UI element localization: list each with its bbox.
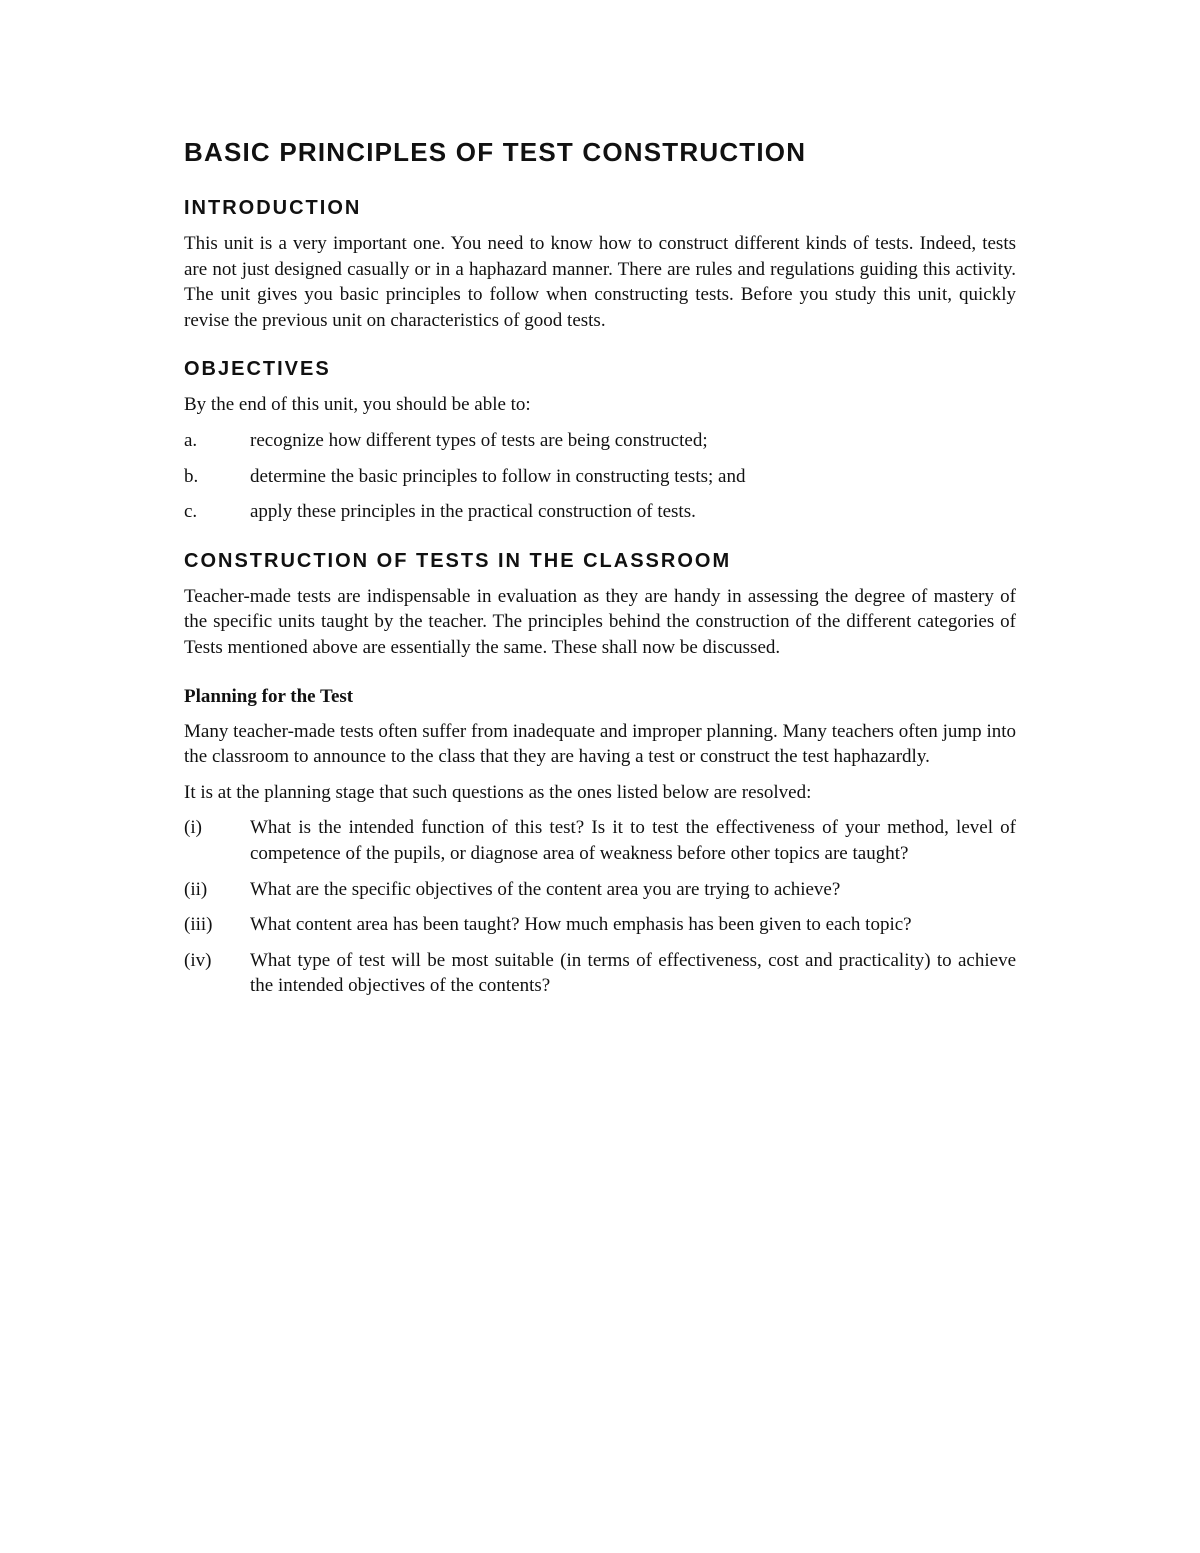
list-item-text: What are the specific objectives of the content area you are trying to achieve? — [250, 878, 841, 900]
list-item-text: determine the basic principles to follow in constructing tests; and — [250, 465, 746, 487]
list-item — [184, 499, 1016, 525]
introduction-heading: INTRODUCTION — [184, 197, 362, 219]
list-item — [184, 428, 1016, 454]
objectives-list — [184, 428, 1016, 525]
document-page — [184, 138, 1016, 1009]
list-item-text: What is the intended function of this test? Is it to test the effectiveness of your method, level of competence of the pupils, or diagnose area of weakness before other topics are taught? — [250, 817, 1016, 864]
list-item-text: apply these principles in the practical construction of tests. — [250, 501, 696, 523]
objectives-heading: OBJECTIVES — [184, 358, 331, 381]
list-marker: (iv) — [184, 949, 212, 971]
list-item — [184, 912, 1016, 938]
list-marker: a. — [184, 429, 198, 451]
list-item-text: recognize how different types of tests are being constructed; — [250, 429, 708, 451]
construction-heading: CONSTRUCTION OF TESTS IN THE CLASSROOM — [184, 549, 732, 572]
planning-heading: Planning for the Test — [184, 685, 354, 707]
construction-paragraph: Teacher-made tests are indispensable in evaluation as they are handy in assessing the degree of mastery of the specific units taught by the teacher. The principles behind the construction of the different categories of Tests mentioned above are essentially the same. These shall now be discussed. — [184, 585, 1016, 658]
introduction-paragraph: This unit is a very important one. You need to know how to construct different kinds of tests. Indeed, tests are not just designed casually or in a haphazard manner. There are rules and regulations guiding this activity. The unit gives you basic principles to follow when constructing tests. Before you study this unit, quickly revise the previous unit on characteristics of good tests. — [184, 233, 1016, 331]
list-item — [184, 948, 1016, 999]
planning-paragraph: Many teacher-made tests often suffer from inadequate and improper planning. Many teachers often jump into the classroom to announce to the class that they are having a test or construct the test haphazardly. — [184, 720, 1016, 768]
list-item — [184, 877, 1016, 903]
list-marker: (i) — [184, 817, 202, 839]
document-title: BASIC PRINCIPLES OF TEST CONSTRUCTION — [184, 137, 807, 167]
list-marker: b. — [184, 465, 199, 487]
planning-questions-list — [184, 815, 1016, 999]
list-marker: c. — [184, 501, 198, 523]
list-marker: (ii) — [184, 878, 208, 900]
list-item-text: What type of test will be most suitable (in terms of effectiveness, cost and practicality) to achieve the intended objectives of the contents? — [250, 949, 1016, 997]
list-item-text: What content area has been taught? How much emphasis has been given to each topic? — [250, 914, 912, 936]
list-item — [184, 464, 1016, 490]
planning-lead: It is at the planning stage that such questions as the ones listed below are resolved: — [184, 781, 812, 803]
list-marker: (iii) — [184, 914, 213, 936]
objectives-lead: By the end of this unit, you should be able to: — [184, 394, 531, 416]
list-item — [184, 815, 1016, 866]
